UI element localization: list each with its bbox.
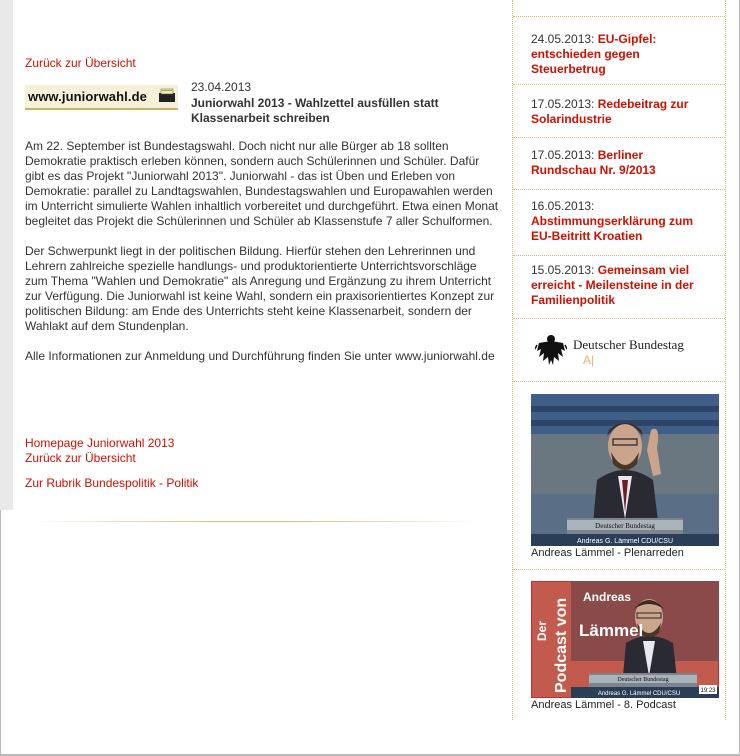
news-item[interactable]	[513, 189, 725, 250]
paragraph: Der Schwerpunkt liegt in der politischen Bildung. Hierfür stehen den Lehrerinnen und Lehrern zahlreiche spezielle handlungs- und produktorientierte Unterrichtsvorschläge zum Thema "Wahlen und Demokratie" als Anregung und Ergänzung zu ihrem Unterricht zur Verfügung. Die Juniorwahl ist keine Wahl, sondern ein praxisorientiertes Konzept zur politischen Bildung: am Ende des Unterrichts steht keine Klassenarbeit, sondern der Wahlakt auf dem Stundenplan.	[25, 244, 495, 333]
news-item[interactable]	[513, 16, 725, 79]
left-margin	[0, 0, 13, 510]
news-title[interactable]: Gemeinsam viel erreicht - Meilensteine in der Familienpolitik	[531, 263, 694, 307]
juniorwahl-logo[interactable]	[25, 85, 178, 110]
news-title[interactable]: Abstimmungserklärung zum EU-Beitritt Kroatien	[531, 214, 694, 243]
ballot-box-icon	[158, 88, 176, 103]
news-item[interactable]	[513, 255, 725, 316]
news-date: 17.05.2013:	[531, 148, 595, 162]
podcast-andreas-text: Andreas	[583, 590, 632, 604]
news-date: 24.05.2013:	[531, 32, 595, 46]
homepage-juniorwahl-link[interactable]: Homepage Juniorwahl 2013	[25, 436, 175, 450]
sidebar	[512, 0, 726, 720]
article-body	[25, 139, 501, 379]
article-title: Juniorwahl 2013 - Wahlzettel ausfüllen statt Klassenarbeit schreiben	[191, 96, 439, 125]
podcast-laemmel-text: Lämmel	[579, 621, 644, 640]
juniorwahl-logo-text: www.juniorwahl.de	[28, 89, 147, 104]
podcast-video-thumbnail[interactable]	[531, 581, 719, 698]
news-item[interactable]	[513, 84, 725, 132]
podcast-der-text: Der	[535, 620, 549, 641]
paragraph: Alle Informationen zur Anmeldung und Durchführung finden Sie unter www.juniorwahl.de	[25, 349, 495, 363]
news-title[interactable]: Redebeitrag zur Solarindustrie	[531, 97, 689, 126]
news-date: 17.05.2013:	[531, 97, 595, 111]
news-date: 15.05.2013:	[531, 263, 595, 277]
lower-third-label: Andreas G. Lämmel CDU/CSU	[597, 691, 681, 697]
article-date: 23.04.2013	[191, 80, 252, 94]
podium-label: Deutscher Bundestag	[617, 677, 669, 683]
paragraph: Am 22. September ist Bundestagswahl. Doch nicht nur alle Bürger ab 18 sollten Demokratie praktisch erleben können, sondern auch Schülerinnen und Schüler. Dafür gibt es das Projekt "Juniorwahl 2013". Juniorwahl - das ist Üben und Erleben von Demokratie: parallel zu Landtagswahlen, Bundestagswahlen und Europawahlen werden im Unterricht simulierte Wahlen inhaltlich vorbereitet und durchgeführt. Etwa einen Monat begleitet das Projekt die Schülerinnen und Schüler ab Klassenstufe 7 aller Schulformen.	[25, 139, 499, 228]
bundestag-name: Deutscher Bundestag	[573, 337, 684, 352]
video-caption: Andreas Lämmel - Plenarreden	[531, 547, 684, 559]
back-to-overview-bottom-link[interactable]: Zurück zur Übersicht	[25, 451, 136, 465]
bundestag-sub: A|	[583, 353, 595, 367]
podium-label: Deutscher Bundestag	[595, 522, 655, 530]
podcast-caption: Andreas Lämmel - 8. Podcast	[531, 699, 676, 711]
article-links	[25, 436, 198, 491]
podcast-von-text: Podcast von	[553, 597, 570, 693]
bundestag-logo[interactable]	[535, 333, 715, 369]
rubrik-bundespolitik-link[interactable]: Zur Rubrik Bundespolitik - Politik	[25, 476, 199, 490]
plenarreden-video-thumbnail[interactable]	[531, 394, 719, 546]
federal-eagle-icon	[535, 333, 567, 367]
news-date: 16.05.2013:	[531, 199, 595, 213]
news-title[interactable]: Berliner Rundschau Nr. 9/2013	[531, 148, 656, 177]
divider	[30, 521, 480, 522]
news-item[interactable]	[513, 137, 725, 185]
lower-third-label: Andreas G. Lämmel CDU/CSU	[576, 538, 674, 545]
news-title[interactable]: EU-Gipfel: entschieden gegen Steuerbetrug	[531, 32, 657, 76]
channel-badge: 19:23	[700, 688, 716, 694]
back-to-overview-link[interactable]: Zurück zur Übersicht	[25, 56, 136, 70]
